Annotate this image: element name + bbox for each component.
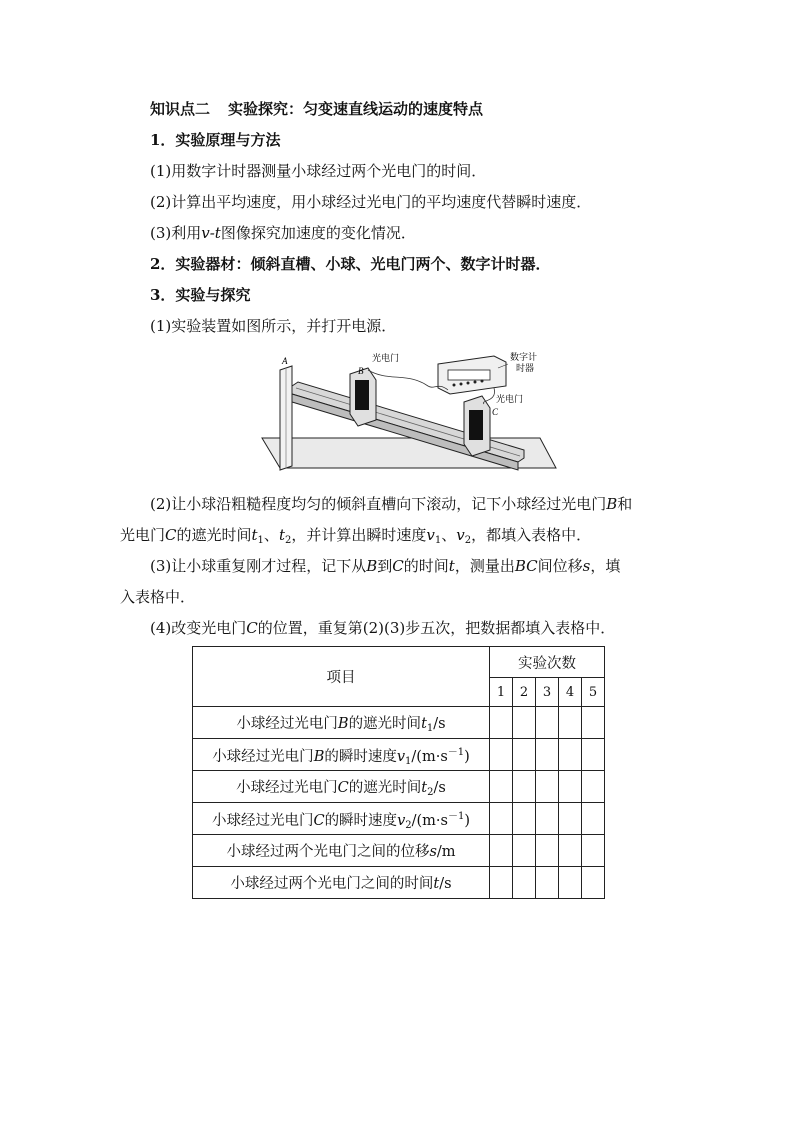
section-number: 知识点二 xyxy=(150,100,211,118)
data-cell[interactable] xyxy=(559,739,582,771)
data-cell[interactable] xyxy=(559,835,582,867)
procedure-step-1: (1)实验装置如图所示，并打开电源． xyxy=(150,317,397,335)
data-cell[interactable] xyxy=(513,739,536,771)
trial-number: 2 xyxy=(513,678,536,707)
table-row xyxy=(193,867,605,899)
row-label: 小球经过光电门C的瞬时速度$v_2/(m\cdot s^{-1})$ xyxy=(193,803,490,835)
header-trials: 实验次数 xyxy=(490,647,605,678)
data-cell[interactable] xyxy=(559,867,582,899)
data-cell[interactable] xyxy=(582,707,605,739)
table-row xyxy=(193,707,605,739)
header-item: 项目 xyxy=(193,647,490,707)
data-cell[interactable] xyxy=(490,803,513,835)
data-cell[interactable] xyxy=(582,835,605,867)
data-cell[interactable] xyxy=(536,835,559,867)
data-cell[interactable] xyxy=(490,867,513,899)
data-cell[interactable] xyxy=(582,771,605,803)
data-cell[interactable] xyxy=(490,707,513,739)
label-a: A xyxy=(282,356,288,366)
data-cell[interactable] xyxy=(582,739,605,771)
principle-item-3: (3)利用v-t图像探究加速度的变化情况． xyxy=(150,224,416,242)
data-cell[interactable] xyxy=(513,867,536,899)
data-table xyxy=(192,646,605,899)
procedure-step-3-line-1: (3)让小球重复刚才过程，记下从B到C的时间t，测量出BC间位移s，填 xyxy=(150,557,621,575)
procedure-step-3-line-2: 入表格中． xyxy=(120,588,196,606)
data-cell[interactable] xyxy=(582,867,605,899)
row-label: 小球经过光电门B的遮光时间$t_1/s$ xyxy=(193,707,490,739)
data-cell[interactable] xyxy=(582,803,605,835)
data-cell[interactable] xyxy=(559,803,582,835)
row-label: 小球经过光电门C的遮光时间$t_2/s$ xyxy=(193,771,490,803)
data-cell[interactable] xyxy=(559,707,582,739)
data-cell[interactable] xyxy=(513,835,536,867)
data-cell[interactable] xyxy=(559,771,582,803)
section-title-text: 实验探究：匀变速直线运动的速度特点 xyxy=(228,100,484,118)
table-row xyxy=(193,739,605,771)
data-cell[interactable] xyxy=(513,771,536,803)
table-row xyxy=(193,835,605,867)
row-label: 小球经过两个光电门之间的时间t/s xyxy=(193,867,490,899)
procedure-heading: 3．实验与探究 xyxy=(150,286,251,304)
data-cell[interactable] xyxy=(536,803,559,835)
procedure-step-4: (4)改变光电门C的位置，重复第(2)(3)步五次，把数据都填入表格中． xyxy=(150,619,616,637)
trial-number: 5 xyxy=(582,678,605,707)
equipment-line: 2．实验器材：倾斜直槽、小球、光电门两个、数字计时器． xyxy=(150,255,551,273)
data-cell[interactable] xyxy=(536,739,559,771)
principle-item-2: (2)计算出平均速度，用小球经过光电门的平均速度代替瞬时速度． xyxy=(150,193,592,211)
data-cell[interactable] xyxy=(513,707,536,739)
label-gate-b: 光电门 xyxy=(372,354,400,364)
label-c: C xyxy=(492,407,499,417)
data-cell[interactable] xyxy=(536,771,559,803)
data-cell[interactable] xyxy=(490,739,513,771)
data-cell[interactable] xyxy=(490,771,513,803)
trial-number: 4 xyxy=(559,678,582,707)
row-label: 小球经过两个光电门之间的位移s/m xyxy=(193,835,490,867)
label-timer-1: 数字计 xyxy=(510,353,538,363)
data-cell[interactable] xyxy=(490,835,513,867)
vt-graph-term: v-t xyxy=(201,224,221,242)
label-gate-c: 光电门 xyxy=(496,395,524,405)
data-cell[interactable] xyxy=(513,803,536,835)
section-title xyxy=(150,99,483,119)
trial-number: 3 xyxy=(536,678,559,707)
label-timer-2: 时器 xyxy=(516,364,535,374)
apparatus-figure xyxy=(258,352,558,476)
procedure-step-2-line-2: 光电门C的遮光时间$t_1$、$t_2$，并计算出瞬时速度$v_1$、$v_2$，都填入表格中． xyxy=(120,526,592,546)
table-row xyxy=(193,771,605,803)
principle-heading: 1．实验原理与方法 xyxy=(150,131,281,149)
table-header-row xyxy=(193,647,605,678)
label-b: B xyxy=(358,366,364,376)
data-cell[interactable] xyxy=(536,867,559,899)
table-row xyxy=(193,803,605,835)
trial-number: 1 xyxy=(490,678,513,707)
data-cell[interactable] xyxy=(536,707,559,739)
procedure-step-2-line-1: (2)让小球沿粗糙程度均匀的倾斜直槽向下滚动，记下小球经过光电门B和 xyxy=(150,495,633,513)
principle-item-1: (1)用数字计时器测量小球经过两个光电门的时间． xyxy=(150,162,487,180)
row-label: 小球经过光电门B的瞬时速度$v_1/(m\cdot s^{-1})$ xyxy=(193,739,490,771)
